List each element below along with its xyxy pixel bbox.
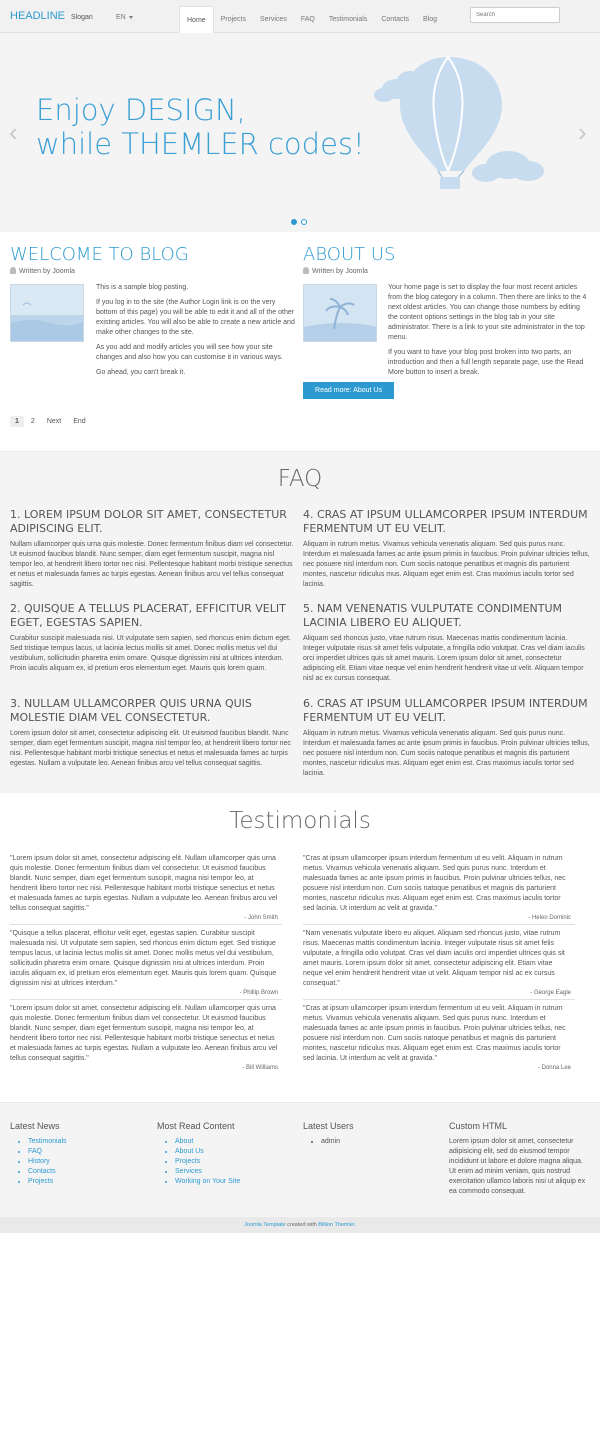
latest-users-title: Latest Users (303, 1121, 354, 1131)
user-name: • admin (321, 1137, 443, 1147)
most-read-link[interactable]: • Projects (175, 1157, 297, 1167)
testimonial-author: - John Smith (244, 915, 278, 921)
slide-line-1: Enjoy DESIGN, (36, 93, 246, 127)
blog-body (96, 283, 296, 383)
nav-faq[interactable]: FAQ (300, 16, 315, 23)
faq-answer: Aliquam in rutrum metus. Vivamus vehicula venenatis aliquam. Sed quis purus nunc. Interdum et malesuada fames ac ante ipsum primis in faucibus. Proin pulvinar ultricies tellus, nec posuere nisl interdum non. Cum sociis natoque penatibus et magnis dis parturient montes, nascetur ridiculus mus. Aliquam eget enim est. Cras maximus iaculis tortor sed lacinia. (303, 541, 590, 588)
divider (10, 999, 282, 1000)
slider-prev-icon[interactable]: ‹ (9, 117, 18, 147)
hero-slider (0, 33, 600, 232)
caret-down-icon (129, 16, 133, 19)
latest-news-title: Latest News (10, 1121, 60, 1131)
faq-answer: Curabitur suscipit malesuada nisi. Ut vulputate sem sapien, sed rhoncus enim dictum eget. Sed tristique tempus lacus, ut lacinia lectus mollis sit amet. Donec mollis metus vel dui vestibulum, sollicitudin pharetra enim ornare. Quisque dignissim nisi at ultrices interdum. Proin iaculis aliquam ex, id pretium eros elementum eget. Mauris quis lorem quam. (10, 635, 291, 672)
blog-paragraph: As you add and modify articles you will see how your site changes and also how you can customise it in various ways. (96, 344, 283, 361)
nav-services[interactable]: Services (259, 16, 287, 23)
hot-air-balloon-illustration (368, 53, 548, 203)
slide-headline (36, 93, 365, 161)
blog-thumbnail (10, 284, 84, 342)
faq-question: 6. CRAS AT IPSUM ULLAMCORPER IPSUM INTERDUM FERMENTUM UT EU VELIT. (303, 697, 588, 724)
copyright-bar (0, 1217, 600, 1233)
about-body (388, 283, 590, 383)
faq-item (10, 697, 297, 769)
top-navbar (0, 0, 600, 33)
faq-item (303, 508, 590, 590)
testimonial-text: "Cras at ipsum ullamcorper ipsum interdum fermentum ut eu velit. Aliquam in rutrum metus. Vivamus vehicula venenatis aliquam. Sed quis purus nunc. Interdum et malesuada fames ac ante ipsum primis in faucibus. Proin pulvinar ultricies tellus, nec posuere nisl interdum non. Cum sociis natoque penatibus et magnis dis parturient montes, nascetur ridiculus mus. Aliquam eget enim est. Cras maximus iaculis tortor sed lacinia. Ut interdum ac velit at gravida." (303, 1005, 566, 1062)
testimonials-title: Testimonials (229, 808, 371, 834)
testimonial-author: - Donna Lee (537, 1065, 571, 1071)
main-nav (179, 6, 444, 33)
most-read-link[interactable]: • Working on Your Site (175, 1177, 297, 1187)
nav-blog[interactable]: Blog (422, 16, 437, 23)
custom-html-module (449, 1121, 591, 1197)
testimonial-author: - George Eagle (530, 990, 571, 996)
faq-question: 3. NULLAM ULLAMCORPER QUIS URNA QUIS MOLESTIE DIAM VEL CONSECTETUR. (10, 697, 252, 724)
latest-news-link[interactable]: • History (28, 1157, 150, 1167)
nav-projects[interactable]: Projects (220, 16, 246, 23)
testimonial-text: "Lorem ipsum dolor sit amet, consectetur adipiscing elit. Nullam ullamcorper quis urna quis molestie. Donec fermentum finibus diam vel consectetur. Ut euismod faucibus blandit. Nunc semper, diam eget fermentum suscipit, magna nisi tempor leo, at hendrerit libero tortor nec nisi. Pellentesque habitant morbi tristique senectus et netus et malesuada fames ac turpis egestas. Nullam a vulputate leo. Aenean finibus arcu vel tellus consequat sagittis." (10, 855, 278, 912)
custom-html-text: Lorem ipsum dolor sit amet, consectetur adipisicing elit, sed do eiusmod tempor incididunt ut labore et dolore magna aliqua. Ut enim ad minim veniam, quis nostrud exercitation ullamco laboris nisi ut aliquip ex ea commodo consequat. (449, 1138, 586, 1195)
most-read-link[interactable]: • Services (175, 1167, 297, 1177)
testimonial-author: - Bill Williams (242, 1065, 278, 1071)
copyright-text: created with (285, 1222, 319, 1228)
nav-contacts[interactable]: Contacts (381, 16, 409, 23)
latest-users-module (303, 1121, 443, 1147)
site-slogan: Slogan (71, 14, 93, 21)
slider-dots (291, 219, 307, 225)
nav-home[interactable]: Home (179, 6, 214, 33)
faq-item (10, 508, 297, 590)
billion-themler-link[interactable]: Billion Themler (318, 1222, 355, 1228)
slider-dot[interactable] (291, 219, 297, 225)
testimonial-text: "Nam venenatis vulputate libero eu aliquet. Aliquam sed rhoncus justo, vitae rutrum risus. Maecenas mattis condimentum lacinia. Integer vulputate risus sit amet felis vulputate, a fringilla odio volutpat. Cras vel diam iaculis orci imperdiet ultrices quis sit amet mauris. Lorem ipsum dolor sit amet, consectetur adipiscing elit. Etiam vitae neque vel enim hendrerit hendrerit vitae ut velit. Aliquam tempor nisl ac ex cursus consequat." (303, 930, 565, 987)
faq-title: FAQ (277, 466, 323, 492)
palm-island-image (304, 285, 377, 342)
most-read-title: Most Read Content (157, 1121, 235, 1131)
site-headline[interactable]: HEADLINE (10, 10, 66, 22)
faq-item (303, 602, 590, 684)
testimonial (10, 854, 278, 921)
faq-item (303, 697, 590, 779)
blog-paragraph: If you log in to the site (the Author Login link is on the very bottom of this page) you will be able to edit it and all of the other existing articles. You will also be able to create a new article and make other changes to the site. (96, 299, 295, 336)
testimonial-author: - Helen Dominic (528, 915, 571, 921)
testimonial (303, 929, 571, 996)
testimonial (10, 1004, 278, 1071)
faq-item (10, 602, 297, 674)
read-more-button[interactable]: Read more: About Us (303, 382, 394, 399)
divider (10, 924, 282, 925)
testimonial-text: "Quisque a tellus placerat, efficitur velit eget, egestas sapien. Curabitur suscipit malesuada nisi. Ut vulputate sem sapien, sed rhoncus enim dictum eget. Sed tristique tempus lacus, ut lacinia lectus mollis sit amet. Donec mollis metus vel dui vestibulum, sollicitudin pharetra enim ornare. Quisque dignissim nisi at ultrices interdum. Proin iaculis aliquam ex, id pretium eros elementum eget. Mauris quis lorem quam. Quisque dignissim nisi at ultrices interdum." (10, 930, 277, 987)
slider-dot[interactable] (301, 219, 307, 225)
footer (0, 1102, 600, 1217)
page-1[interactable]: 1 (10, 416, 24, 427)
user-icon (303, 267, 309, 274)
search-input[interactable] (470, 7, 560, 23)
divider (303, 999, 575, 1000)
copyright-end: . (354, 1222, 356, 1228)
faq-answer: Lorem ipsum dolor sit amet, consectetur adipiscing elit. Ut euismod faucibus blandit. Nunc semper, diam eget fermentum suscipit, magna nisl tempor leo, at hendrerit libero tortor nec nisi. Pellentesque habitant morbi tristique senectus et netus et malesuada fames ac turpis egestas. Nullam a vulputate leo. Aenean finibus arcu vel tellus consequat sagittis. (10, 730, 291, 767)
about-paragraph: Your home page is set to display the four most recent articles from the blog category in a column. Then there are links to the 4 next oldest articles. You can change those numbers by editing the content options settings in the blog tab in your site administrator. There is a link to your site administrator in the top menu. (388, 284, 587, 341)
testimonial-author: - Phillip Brown (239, 990, 278, 996)
page-2[interactable]: 2 (30, 418, 35, 425)
latest-news-link[interactable]: • Projects (28, 1177, 150, 1187)
language-selector[interactable] (116, 14, 133, 21)
custom-html-title: Custom HTML (449, 1121, 508, 1131)
faq-question: 2. QUISQUE A TELLUS PLACERAT, EFFICITUR VELIT EGET, EGESTAS SAPIEN. (10, 602, 286, 629)
divider (303, 924, 575, 925)
about-title[interactable]: ABOUT US (303, 244, 396, 265)
faq-answer: Aliquam sed rhoncus justo, vitae rutrum risus. Maecenas mattis condimentum lacinia. Integer vulputate risus sit amet felis vulputate, a fringilla odio volutpat. Cras vel diam iaculis orci imperdiet ultrices quis sit amet mauris. Lorem ipsum dolor sit amet, consectetur adipiscing elit. Etiam vitae neque vel enim hendrerit hendrerit vitae ut velit. Aliquam tempor nisl ac ex cursus consequat. (303, 635, 585, 682)
most-read-link[interactable]: • About (175, 1137, 297, 1147)
joomla-template-link[interactable]: Joomla Template (244, 1222, 286, 1228)
page-end[interactable]: End (73, 418, 86, 425)
faq-answer: Nullam ullamcorper quis urna quis molestie. Donec fermentum finibus diam vel consectetur. Ut euismod faucibus blandit. Nunc semper, diam eget fermentum suscipit, magna nisl tempor leo, at hendrerit libero tortor nec nisi. Pellentesque habitant morbi tristique senectus et netus et malesuada fames ac turpis egestas. Aenean finibus arcu vel tellus consequat sagittis. (10, 541, 294, 588)
testimonial (10, 929, 278, 996)
about-author-label: Written by Joomla (312, 268, 368, 275)
most-read-module (157, 1121, 297, 1187)
about-thumbnail (303, 284, 377, 342)
most-read-link[interactable]: • About Us (175, 1147, 297, 1157)
latest-news-link[interactable]: • Testimonials (28, 1137, 150, 1147)
testimonial-text: "Cras at ipsum ullamcorper ipsum interdum fermentum ut eu velit. Aliquam in rutrum metus. Vivamus vehicula venenatis aliquam. Sed quis purus nunc. Interdum et malesuada fames ac ante ipsum primis in faucibus. Proin pulvinar ultricies tellus, nec posuere nisl interdum non. Cum sociis natoque penatibus et magnis dis parturient montes, nascetur ridiculus mus. Aliquam eget enim est. Cras maximus iaculis tortor sed lacinia. Ut interdum ac velit at gravida." (303, 855, 566, 912)
faq-section (0, 451, 600, 793)
testimonial-text: "Lorem ipsum dolor sit amet, consectetur adipiscing elit. Nullam ullamcorper quis urna quis molestie. Donec fermentum finibus diam vel consectetur. Ut euismod faucibus blandit. Nunc semper, diam eget fermentum suscipit, magna nisi tempor leo, at hendrerit libero tortor nec nisi. Pellentesque habitant morbi tristique senectus et netus et malesuada fames ac turpis egestas. Nullam a vulputate leo. Aenean finibus arcu vel tellus consequat sagittis." (10, 1005, 278, 1062)
slider-next-icon[interactable]: › (578, 117, 587, 147)
page-next[interactable]: Next (46, 418, 62, 425)
latest-news-link[interactable]: • Contacts (28, 1167, 150, 1177)
blog-author-label: Written by Joomla (19, 268, 75, 275)
beach-image (11, 285, 84, 342)
slide-line-2: while THEMLER codes! (36, 127, 365, 161)
user-icon (10, 267, 16, 274)
faq-answer: Aliquam in rutrum metus. Vivamus vehicula venenatis aliquam. Sed quis purus nunc. Interdum et malesuada fames ac ante ipsum primis in faucibus. Proin pulvinar ultricies tellus, nec posuere nisl interdum non. Cum sociis natoque penatibus et magnis dis parturient montes, nascetur ridiculus mus. Aliquam eget enim est. Cras maximus iaculis tortor sed lacinia. (303, 730, 590, 777)
testimonial (303, 1004, 571, 1071)
blog-author (10, 267, 75, 275)
latest-news-module (10, 1121, 150, 1187)
blog-paragraph: This is a sample blog posting. (96, 284, 189, 291)
faq-question: 5. NAM VENENATIS VULPUTATE CONDIMENTUM LACINIA LIBERO EU ALIQUET. (303, 602, 563, 629)
nav-testimonials[interactable]: Testimonials (328, 16, 368, 23)
language-label: EN (116, 14, 126, 21)
blog-title[interactable]: WELCOME TO BLOG (10, 244, 189, 265)
pagination (10, 416, 91, 427)
about-author (303, 267, 368, 275)
latest-news-link[interactable]: • FAQ (28, 1147, 150, 1157)
blog-paragraph: Go ahead, you can't break it. (96, 369, 186, 376)
faq-question: 1. LOREM IPSUM DOLOR SIT AMET, CONSECTETUR ADIPISCING ELIT. (10, 508, 287, 535)
about-paragraph: If you want to have your blog post broken into two parts, an introduction and then a full length separate page, use the Read More button to insert a break. (388, 349, 584, 376)
testimonial (303, 854, 571, 921)
faq-question: 4. CRAS AT IPSUM ULLAMCORPER IPSUM INTERDUM FERMENTUM UT EU VELIT. (303, 508, 588, 535)
